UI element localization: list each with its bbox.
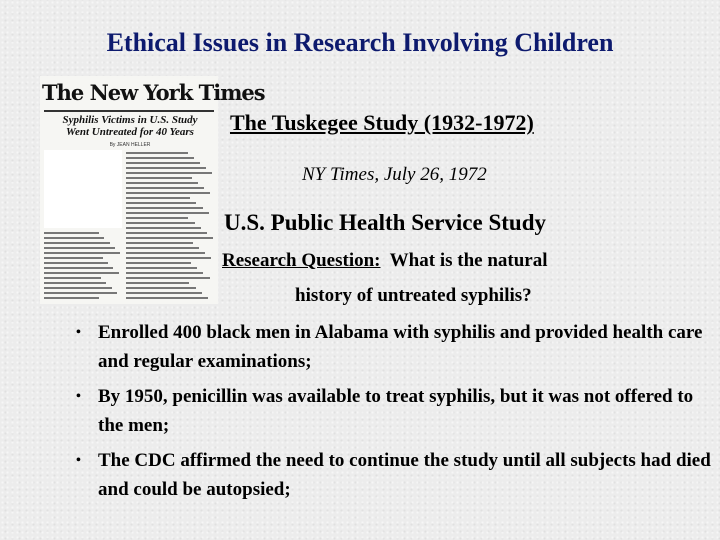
newspaper-text-line (126, 292, 202, 294)
newspaper-text-line (44, 282, 106, 284)
research-question-label: Research Question: (222, 250, 381, 271)
newspaper-text-line (126, 252, 205, 254)
research-question (222, 250, 548, 272)
headline-line: Went Untreated for 40 Years (66, 126, 194, 138)
newspaper-clipping-image (40, 76, 265, 304)
bullet-icon: • (76, 325, 81, 340)
bullet-text: By 1950, penicillin was available to treat syphilis, but it was not offered to the men; (98, 386, 694, 436)
study-subtitle: The Tuskegee Study (1932-1972) (230, 110, 534, 135)
slide-title: Ethical Issues in Research Involving Children (106, 28, 614, 57)
newspaper-text-line (44, 292, 117, 294)
newspaper-text-line (44, 267, 113, 269)
newspaper-text-line (126, 242, 193, 244)
newspaper-text-line (126, 157, 194, 159)
newspaper-text-line (126, 262, 191, 264)
newspaper-headline (46, 114, 214, 138)
newspaper-masthead: The New York Times (42, 80, 265, 105)
newspaper-text-column (44, 232, 122, 304)
bullet-text: Enrolled 400 black men in Alabama with syphilis and provided health care and regular examinations; (98, 322, 703, 372)
newspaper-text-line (126, 192, 210, 194)
newspaper-text-line (44, 277, 101, 279)
newspaper-text-line (126, 227, 201, 229)
bullet-item (76, 446, 716, 504)
bullet-icon: • (76, 453, 81, 468)
newspaper-text-line (126, 187, 204, 189)
newspaper-text-line (44, 247, 115, 249)
newspaper-text-line (126, 217, 188, 219)
newspaper-text-line (126, 297, 208, 299)
newspaper-text-line (126, 222, 195, 224)
newspaper-text-line (126, 267, 197, 269)
newspaper-text-line (126, 237, 213, 239)
newspaper-text-column (126, 152, 214, 304)
newspaper-text-line (126, 232, 207, 234)
newspaper-text-line (126, 287, 196, 289)
newspaper-text-line (44, 252, 120, 254)
bullet-list (76, 318, 716, 510)
newspaper-text-line (126, 172, 212, 174)
newspaper-byline: By JEAN HELLER (109, 142, 151, 148)
bullet-text: The CDC affirmed the need to continue the study until all subjects had died and could be autopsied; (98, 450, 711, 500)
newspaper-text-line (126, 257, 211, 259)
newspaper-text-line (44, 237, 104, 239)
masthead-rule (44, 110, 214, 112)
newspaper-text-line (126, 272, 203, 274)
research-question-text: What is the natural (389, 250, 548, 271)
bullet-icon: • (76, 389, 81, 404)
newspaper-text-line (126, 177, 192, 179)
study-heading: U.S. Public Health Service Study (224, 210, 547, 235)
newspaper-text-line (44, 242, 110, 244)
newspaper-text-line (126, 152, 188, 154)
research-question-continuation: history of untreated syphilis? (295, 285, 532, 306)
newspaper-text-line (44, 232, 99, 234)
newspaper-text-line (126, 282, 189, 284)
newspaper-text-line (126, 182, 198, 184)
newspaper-text-line (126, 247, 199, 249)
newspaper-text-line (44, 257, 103, 259)
newspaper-text-line (126, 277, 210, 279)
newspaper-text-line (126, 207, 203, 209)
newspaper-text-line (126, 212, 209, 214)
headline-line: Syphilis Victims in U.S. Study (62, 114, 198, 126)
newspaper-text-line (44, 262, 108, 264)
newspaper-text-line (44, 297, 99, 299)
newspaper-text-line (126, 162, 200, 164)
newspaper-text-line (126, 167, 206, 169)
bullet-item (76, 318, 716, 376)
newspaper-text-line (126, 197, 190, 199)
bullet-item (76, 382, 716, 440)
newspaper-text-line (44, 287, 112, 289)
newspaper-photo (44, 150, 122, 228)
newspaper-dateline: NY Times, July 26, 1972 (302, 164, 487, 185)
newspaper-text-line (126, 202, 196, 204)
newspaper-text-line (44, 272, 119, 274)
